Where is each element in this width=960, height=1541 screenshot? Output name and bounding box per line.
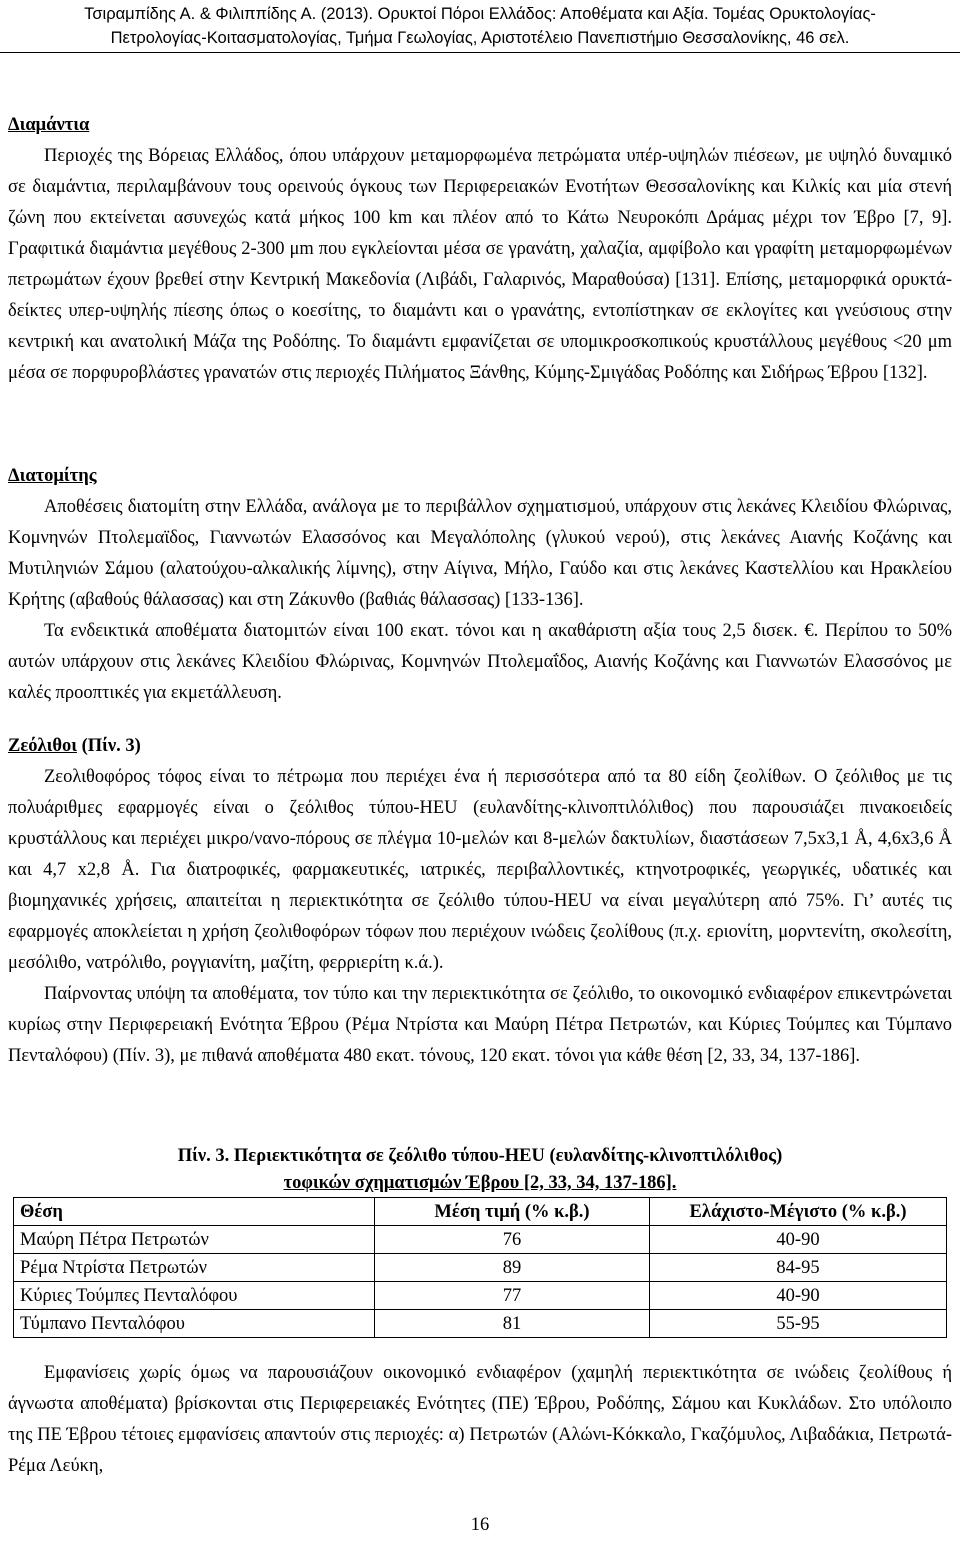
header-line-1: Τσιραμπίδης Α. & Φιλιππίδης Α. (2013). Ορυκτοί Πόροι Ελλάδος: Αποθέματα και Αξία. Τομέας Ορυκτολογίας- — [84, 5, 876, 23]
table-cell-mean: 77 — [375, 1282, 650, 1310]
zeolites-heading-main: Ζεόλιθοι — [8, 736, 77, 756]
table-cell-mean: 76 — [375, 1226, 650, 1254]
table-cell-range: 84-95 — [650, 1254, 947, 1282]
section-heading-diatomite: Διατομίτης — [8, 466, 97, 486]
table-cell-location: Μαύρη Πέτρα Πετρωτών — [14, 1226, 375, 1254]
diatomite-paragraph-2: Τα ενδεικτικά αποθέματα διατομιτών είναι 100 εκατ. τόνοι και η ακαθάριστη αξία τους 2,5 δισεκ. €. Περίπου το 50% αυτών υπάρχουν στις λεκάνες Κλειδίου Φλώρινας, Κομνηνών Πτολεμαΐδος, Αιανής Κοζάνης και Γιαννωτών Ελασσόνος με καλές προοπτικές για εκμετάλλευση. — [8, 621, 952, 703]
table-row — [14, 1310, 947, 1338]
section-diamonds — [8, 110, 952, 389]
table-cell-mean: 81 — [375, 1310, 650, 1338]
section-heading-diamonds: Διαμάντια — [8, 115, 90, 135]
zeolites-paragraph-1: Ζεολιθοφόρος τόφος είναι το πέτρωμα που περιέχει ένα ή περισσότερα από τα 80 είδη ζεολίθων. Ο ζεόλιθος με τις πολυάριθμες εφαρμογές είναι ο ζεόλιθος τύπου-HEU (ευλανδίτης-κλινοπτιλόλιθος) που παρουσιάζει πινακοειδείς κρυστάλλους και περιέχει μικρο/νανο-πόρους σε πλέγμα 10-μελών και 8-μελών δακτυλίων, διαστάσεων 7,5x3,1 Å, 4,6x3,6 Å και 4,7 x2,8 Å. Για διατροφικές, φαρμακευτικές, ιατρικές, περιβαλλοντικές, κτηνοτροφικές, γεωργικές, υδατικές και βιομηχανικές χρήσεις, απαιτείται η περιεκτικότητα σε ζεόλιθο τύπου-HEU να είναι μεγαλύτερη από 75%. Γι’ αυτές τις εφαρμογές αποκλείεται η χρήση ζεολιθοφόρων τόφων που περιέχουν ινώδεις ζεολίθους (π.χ. εριονίτη, μορντενίτη, σκολεσίτη, μεσόλιθο, νατρόλιθο, ρογγιανίτη, μαζίτη, φερριερίτη κ.ά.). — [8, 767, 952, 973]
table-caption-line-1: Πίν. 3. Περιεκτικότητα σε ζεόλιθο τύπου-HEU (ευλανδίτης-κλινοπτιλόλιθος) — [177, 1146, 783, 1166]
section-diatomite — [8, 461, 952, 709]
table-cell-location: Τύμπανο Πενταλόφου — [14, 1310, 375, 1338]
page-number: 16 — [470, 1515, 490, 1535]
table-caption — [8, 1143, 952, 1197]
table-cell-location: Ρέμα Ντρίστα Πετρωτών — [14, 1254, 375, 1282]
section-closing — [8, 1358, 952, 1482]
table-cell-mean: 89 — [375, 1254, 650, 1282]
table-header-range: Ελάχιστο-Μέγιστο (% κ.β.) — [650, 1198, 947, 1226]
table-cell-range: 55-95 — [650, 1310, 947, 1338]
running-header — [0, 2, 960, 50]
table-header-mean: Μέση τιμή (% κ.β.) — [375, 1198, 650, 1226]
closing-paragraph: Εμφανίσεις χωρίς όμως να παρουσιάζουν οικονομικό ενδιαφέρον (χαμηλή περιεκτικότητα σε ινώδεις ζεολίθους ή άγνωστα αποθέματα) βρίσκονται στις Περιφερειακές Ενότητες (ΠΕ) Έβρου, Ροδόπης, Σάμου και Κυκλάδων. Στο υπόλοιπο της ΠΕ Έβρου τέτοιες εμφανίσεις απαντούν στις περιοχές: α) Πετρωτών (Αλώνι-Κόκκαλο, Γκαζόμυλος, Λιβαδάκια, Πετρωτά-Ρέμα Λεύκη, — [8, 1363, 952, 1476]
table-row — [14, 1226, 947, 1254]
table-cell-range: 40-90 — [650, 1282, 947, 1310]
section-heading-zeolites — [8, 731, 952, 762]
table-header-location: Θέση — [14, 1198, 375, 1226]
zeolites-paragraph-2: Παίρνοντας υπόψη τα αποθέματα, τον τύπο και την περιεκτικότητα σε ζεόλιθο, το οικονομικό ενδιαφέρον επικεντρώνεται κυρίως στην Περιφερειακή Ενότητα Έβρου (Ρέμα Ντρίστα και Μαύρη Πέτρα Πετρωτών, και Κύριες Τούμπες και Τύμπανο Πενταλόφου) (Πίν. 3), με πιθανά αποθέματα 480 εκατ. τόνους, 120 εκατ. τόνοι για κάθε θέση [2, 33, 34, 137-186]. — [8, 984, 952, 1066]
diatomite-paragraph-1: Αποθέσεις διατομίτη στην Ελλάδα, ανάλογα με το περιβάλλον σχηματισμού, υπάρχουν στις λεκάνες Κλειδίου Φλώρινας, Κομνηνών Πτολεμαϊδος, Γιαννωτών Ελασσόνος και Μεγαλόπολης (γλυκού νερού), στις λεκάνες Αιανής Κοζάνης και Μυτιληνιών Σάμου (αλατούχου-αλκαλικής λίμνης), στην Αίγινα, Μήλο, Γαύδο και στις λεκάνες Καστελλίου και Ηρακλείου Κρήτης (αβαθούς θάλασσας) και στη Ζάκυνθο (βαθιάς θάλασσας) [133-136]. — [8, 497, 952, 610]
zeolite-content-table — [13, 1197, 947, 1338]
zeolites-heading-ref: (Πίν. 3) — [81, 736, 141, 756]
diamonds-paragraph: Περιοχές της Βόρειας Ελλάδος, όπου υπάρχουν μεταμορφωμένα πετρώματα υπέρ-υψηλών πιέσεων, με υψηλό δυναμικό σε διαμάντια, περιλαμβάνουν τους ορεινούς όγκους των Περιφερειακών Ενοτήτων Θεσσαλονίκης και Κιλκίς και μία στενή ζώνη που εκτείνεται ασυνεχώς κατά μήκος 100 km και πλέον από το Κάτω Νευροκόπι Δράμας μέχρι τον Έβρο [7, 9]. Γραφιτικά διαμάντια μεγέθους 2-300 μm που εγκλείονται μέσα σε γρανάτη, χαλαζία, αμφίβολο και γραφίτη μεταμορφωμένων πετρωμάτων έχουν βρεθεί στην Κεντρική Μακεδονία (Λιβάδι, Γαλαρινός, Μαραθούσα) [131]. Επίσης, μεταμορφικά ορυκτά-δείκτες υπερ-υψηλής πίεσης όπως ο κοεσίτης, το διαμάντι και ο γρανάτης, εντοπίστηκαν σε εκλογίτες και γνεύσιους στην κεντρική και ανατολική Μάζα της Ροδόπης. Το διαμάντι εμφανίζεται σε υπομικροσκοπικούς κρυστάλλους μεγέθους <20 μm μέσα σε πορφυροβλάστες γρανατών στις περιοχές Πιλήματος Ξάνθης, Κύμης-Σμιγάδας Ροδόπης και Σιδήρως Έβρου [132]. — [8, 146, 952, 383]
table-row — [14, 1282, 947, 1310]
table-row — [14, 1254, 947, 1282]
table-header-row — [14, 1198, 947, 1226]
header-line-2: Πετρολογίας-Κοιτασματολογίας, Τμήμα Γεωλογίας, Αριστοτέλειο Πανεπιστήμιο Θεσσαλονίκης, 46 σελ. — [110, 29, 850, 47]
section-zeolites — [8, 731, 952, 1072]
header-rule — [0, 52, 960, 53]
table-cell-location: Κύριες Τούμπες Πενταλόφου — [14, 1282, 375, 1310]
table-cell-range: 40-90 — [650, 1226, 947, 1254]
table-caption-line-2: τοφικών σχηματισμών Έβρου [2, 33, 34, 137-186]. — [283, 1173, 677, 1193]
